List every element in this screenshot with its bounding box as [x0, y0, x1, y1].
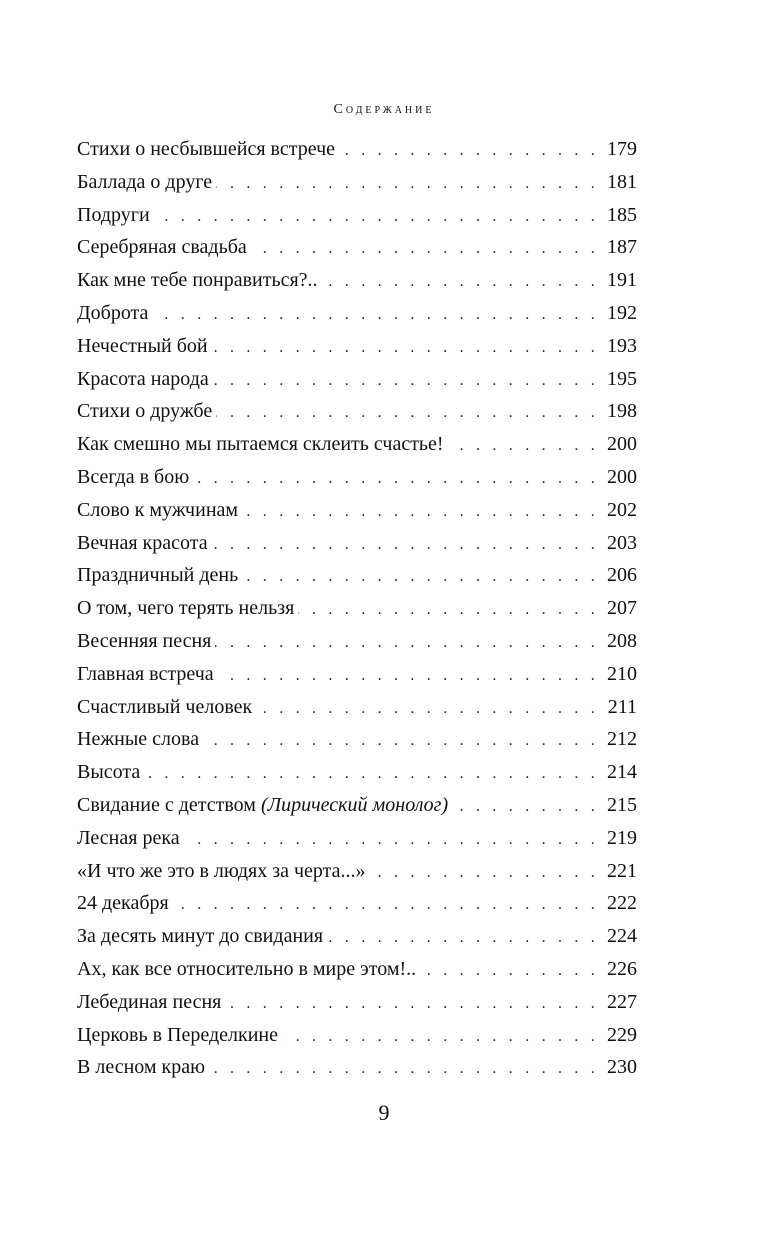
toc-entry-title-text: Счастливый человек [77, 695, 253, 718]
toc-entry [77, 133, 637, 166]
toc-entry [77, 855, 637, 888]
toc-entry-title-text: Как мне тебе понравиться?.. [77, 269, 318, 292]
dot-leader [215, 627, 599, 660]
toc-entry-title [77, 986, 225, 1019]
toc-entry-page: 192 [607, 301, 637, 324]
toc-entry [77, 559, 637, 592]
toc-entry [77, 658, 637, 691]
toc-entry-page: 215 [607, 793, 637, 816]
toc-entry-title-text: Всегда в бою [77, 465, 190, 488]
toc-entry-page: 206 [607, 564, 637, 587]
dot-leader [209, 1053, 599, 1086]
dot-leader [282, 1021, 599, 1054]
toc-entry-title-text: Баллада о друге [77, 170, 213, 193]
toc-entry-title [77, 461, 193, 494]
dot-leader [242, 561, 599, 594]
toc-entry-page: 230 [607, 1056, 637, 1079]
dot-leader [173, 889, 599, 922]
dot-leader [152, 299, 599, 332]
toc-entry [77, 231, 637, 264]
toc-entry-title [77, 363, 213, 396]
toc-entry-title-text: Красота народа [77, 367, 209, 390]
toc-entry [77, 199, 637, 232]
toc-entry-title [77, 691, 256, 724]
toc-entry-title [77, 133, 339, 166]
toc-entry-page: 210 [607, 662, 637, 685]
dot-leader [213, 365, 599, 398]
toc-entry-title-text: Лесная река [77, 826, 180, 849]
toc-entry [77, 330, 637, 363]
dot-leader [225, 988, 599, 1021]
toc-entry-page: 207 [607, 597, 637, 620]
toc-entry [77, 986, 637, 1019]
toc-entry [77, 297, 637, 330]
toc-entry [77, 494, 637, 527]
toc-entry-title [77, 428, 448, 461]
toc-entry-title [77, 920, 327, 953]
dot-leader [242, 496, 599, 529]
toc-entry-page: 208 [607, 629, 637, 652]
toc-entry-title [77, 297, 152, 330]
toc-entry-title [77, 592, 298, 625]
toc-entry [77, 953, 637, 986]
toc-entry [77, 592, 637, 625]
dot-leader [327, 922, 599, 955]
toc-entry [77, 264, 637, 297]
toc-entry-title [77, 330, 212, 363]
toc-entry-page: 227 [607, 990, 637, 1013]
toc-entry-page: 187 [607, 236, 637, 259]
toc-entry [77, 691, 637, 724]
dot-leader [452, 791, 599, 824]
toc-entry-title-text: Стихи о несбывшейся встрече [77, 138, 336, 160]
dot-leader [256, 693, 599, 726]
toc-entry-page: 193 [607, 334, 637, 357]
toc-entry [77, 363, 637, 396]
toc-entry-title [77, 527, 212, 560]
toc-entry-title-text: Свидание с детством [77, 793, 256, 816]
toc-entry-page: 212 [607, 728, 637, 751]
toc-entry-title-text: Подруги [77, 203, 150, 226]
dot-leader [370, 857, 599, 890]
toc-entry-title [77, 625, 215, 658]
toc-entry [77, 822, 637, 855]
dot-leader [339, 135, 599, 168]
toc-entry [77, 920, 637, 953]
toc-entry-title-text: 24 декабря [77, 892, 169, 915]
dot-leader [298, 594, 599, 627]
dot-leader [203, 725, 599, 758]
toc-entry [77, 789, 637, 822]
toc-entry-title [77, 395, 216, 428]
toc-entry-title-text: Нечестный бой [77, 334, 208, 357]
toc-entry-page: 219 [607, 826, 637, 849]
page-number: 9 [378, 1100, 390, 1125]
dot-leader [193, 463, 599, 496]
toc-entry-title-text: Слово к мужчинам [77, 498, 239, 521]
toc-entry-title-text: Церковь в Переделкине [77, 1023, 278, 1046]
toc-entry-title-text: Доброта [77, 301, 149, 324]
toc-entry-title [77, 199, 154, 232]
toc-entry [77, 461, 637, 494]
dot-leader [184, 824, 599, 857]
toc-entry [77, 625, 637, 658]
toc-entry-title [77, 166, 216, 199]
toc-entry-title-text: Серебряная свадьба [77, 236, 247, 259]
running-header: Содержание [333, 102, 435, 117]
toc-entry-title-text: Лебединая песня [77, 990, 222, 1013]
toc-entry-page: 200 [607, 433, 637, 456]
dot-leader [218, 660, 599, 693]
toc-entry-title-text: «И что же это в людях за черта...» [77, 859, 366, 882]
toc-entry [77, 166, 637, 199]
toc-entry-title-text: Вечная красота [77, 531, 208, 554]
toc-entry [77, 1051, 637, 1084]
toc-entry-title [77, 789, 452, 822]
dot-leader [212, 332, 599, 365]
dot-leader [212, 529, 599, 562]
toc-entry-title [77, 822, 184, 855]
toc-entry-title [77, 264, 322, 297]
toc-entry-title [77, 559, 242, 592]
toc-entry-page: 202 [607, 498, 637, 521]
dot-leader [216, 397, 599, 430]
toc-entry-page: 200 [607, 465, 637, 488]
toc-entry-page: 229 [607, 1023, 637, 1046]
toc-entry [77, 428, 637, 461]
toc-entry-title [77, 494, 242, 527]
toc-entry [77, 887, 637, 920]
toc-entry-title-text: За десять минут до свидания [77, 925, 324, 948]
toc-entry [77, 1019, 637, 1052]
table-of-contents [77, 133, 637, 1084]
toc-entry-title-text: Весенняя песня [77, 629, 212, 652]
toc-entry [77, 723, 637, 756]
dot-leader [251, 233, 599, 266]
toc-entry-title [77, 756, 144, 789]
toc-entry [77, 395, 637, 428]
toc-entry-page: 195 [607, 367, 637, 390]
toc-entry-page: 198 [607, 400, 637, 423]
toc-entry-page: 203 [607, 531, 637, 554]
toc-entry-page: 191 [607, 269, 637, 292]
toc-entry-title-text: Как смешно мы пытаемся склеить счастье! [77, 433, 444, 456]
toc-entry-title-text: Ах, как все относительно в мире этом!.. [77, 957, 417, 980]
dot-leader [448, 430, 599, 463]
toc-entry-page: 226 [607, 957, 637, 980]
toc-entry-title-text: Нежные слова [77, 728, 200, 751]
toc-entry-title [77, 723, 203, 756]
toc-entry-page: 222 [607, 892, 637, 915]
toc-entry-title-text: Высота [77, 761, 141, 784]
toc-entry-page: 211 [607, 695, 637, 718]
toc-entry-subtitle: (Лирический монолог) [260, 793, 449, 816]
toc-entry-page: 181 [607, 170, 637, 193]
toc-entry-title [77, 855, 370, 888]
toc-entry-page: 214 [607, 761, 637, 784]
toc-entry-title-text: Праздничный день [77, 564, 239, 587]
toc-entry-page: 221 [607, 859, 637, 882]
toc-entry-title-text: Стихи о дружбе [77, 400, 213, 423]
toc-entry-title-text: О том, чего терять нельзя [77, 597, 295, 620]
toc-entry-title [77, 1019, 282, 1052]
dot-leader [420, 955, 599, 988]
toc-entry-title-text: В лесном краю [77, 1056, 206, 1079]
toc-entry-page: 185 [607, 203, 637, 226]
toc-entry-title [77, 887, 173, 920]
toc-entry-title [77, 231, 251, 264]
dot-leader [216, 168, 599, 201]
toc-entry [77, 527, 637, 560]
toc-entry-title-text: Главная встреча [77, 662, 214, 685]
dot-leader [322, 266, 599, 299]
toc-entry-title [77, 953, 420, 986]
dot-leader [154, 201, 599, 234]
toc-entry-title [77, 658, 218, 691]
dot-leader [144, 758, 599, 791]
toc-entry-title [77, 1051, 209, 1084]
toc-entry-page: 179 [607, 138, 637, 160]
toc-entry [77, 756, 637, 789]
toc-entry-page: 224 [607, 925, 637, 948]
